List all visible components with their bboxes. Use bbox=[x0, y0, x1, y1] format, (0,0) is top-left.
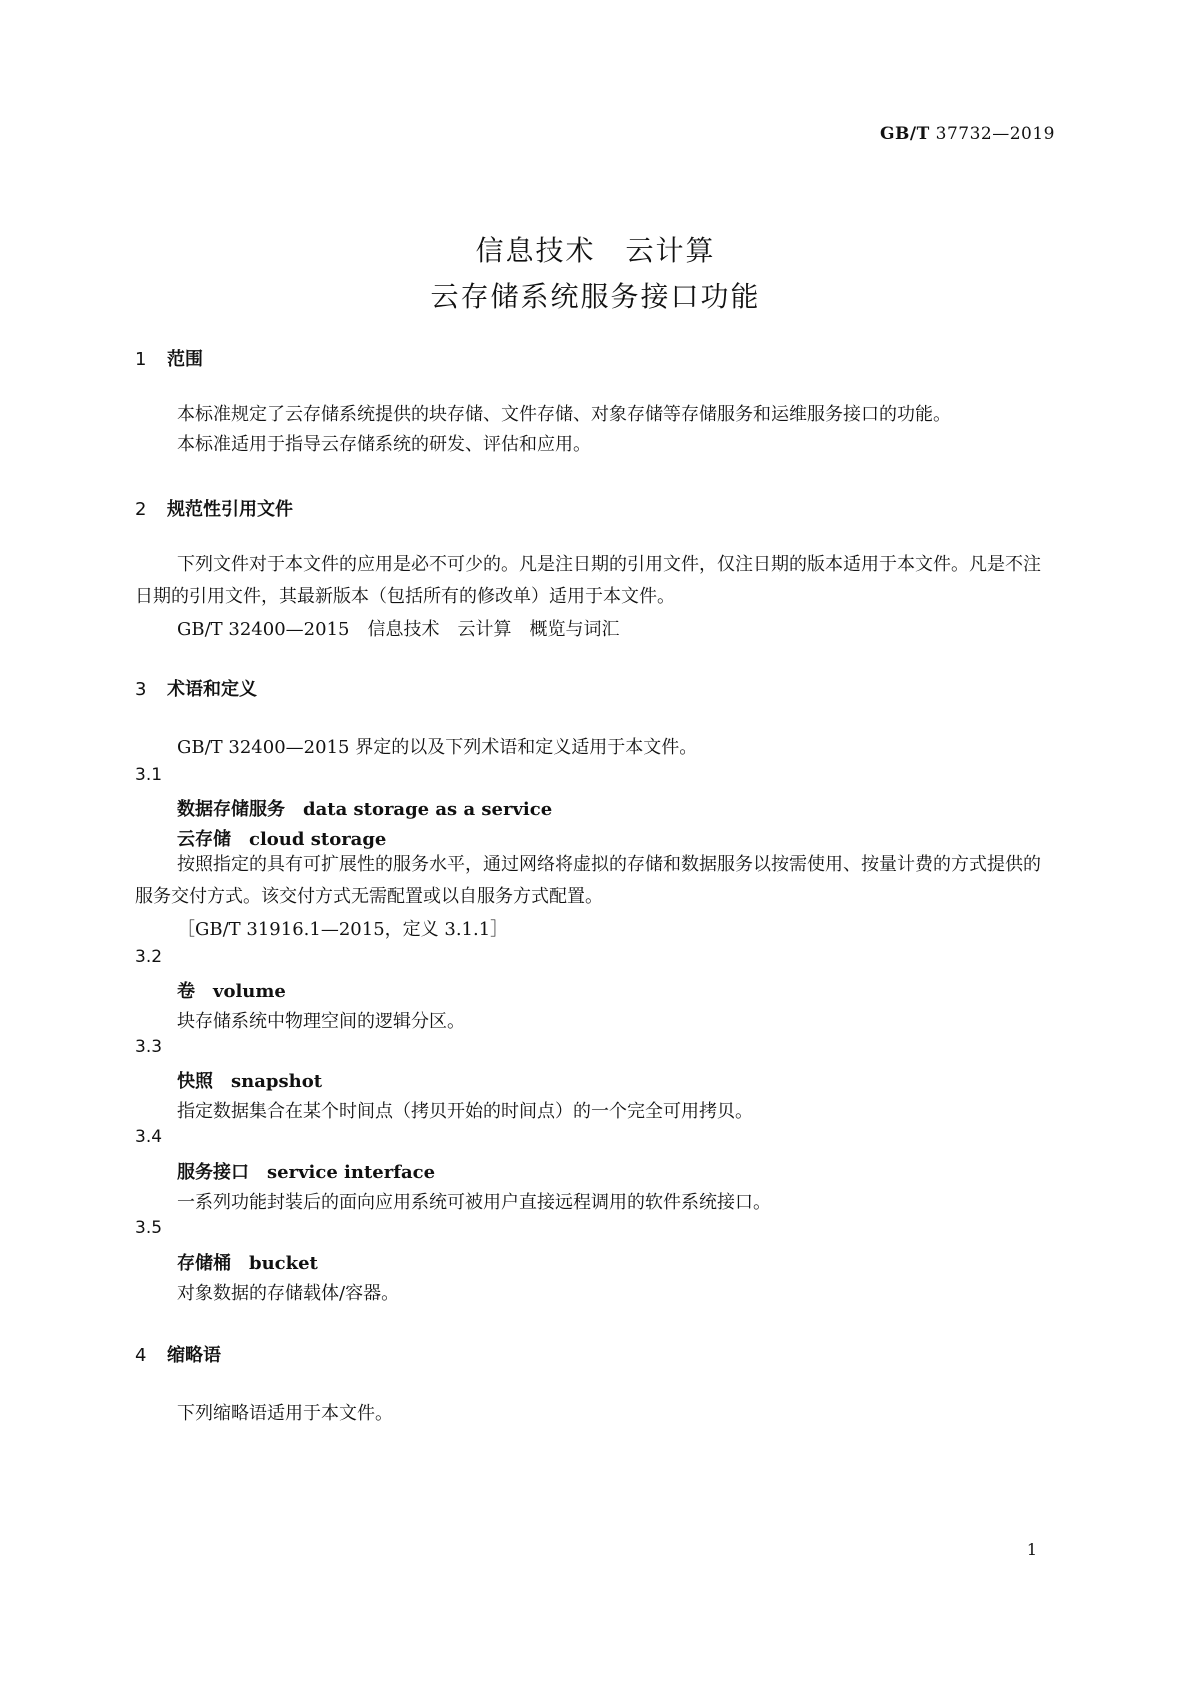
section-3-heading bbox=[135, 675, 257, 701]
section-4-para-1: 下列缩略语适用于本文件。 bbox=[177, 1403, 393, 1424]
term-zh: 数据存储服务 bbox=[177, 799, 285, 820]
section-title: 范围 bbox=[167, 349, 203, 370]
term-en: volume bbox=[213, 981, 286, 1002]
standard-code bbox=[880, 124, 1055, 144]
term-heading bbox=[177, 977, 286, 1003]
section-title: 术语和定义 bbox=[167, 679, 257, 700]
section-1-para-1: 本标准规定了云存储系统提供的块存储、文件存储、对象存储等存储服务和运维服务接口的功能。 bbox=[177, 404, 951, 425]
term-zh: 快照 bbox=[177, 1071, 213, 1092]
section-number: 3 bbox=[135, 679, 147, 700]
term-definition: 按照指定的具有可扩展性的服务水平，通过网络将虚拟的存储和数据服务以按需使用、按量计费的方式提供的服务交付方式。该交付方式无需配置或以自服务方式配置。 bbox=[135, 854, 1041, 907]
term-heading bbox=[177, 1067, 322, 1093]
term-definition: 块存储系统中物理空间的逻辑分区。 bbox=[177, 1011, 465, 1032]
section-title: 缩略语 bbox=[167, 1345, 221, 1366]
term-zh: 存储桶 bbox=[177, 1253, 231, 1274]
term-heading bbox=[177, 795, 552, 821]
section-2-heading bbox=[135, 495, 293, 521]
term-zh: 服务接口 bbox=[177, 1162, 249, 1183]
term-number: 3.1 bbox=[135, 765, 163, 785]
term-alt-heading bbox=[177, 825, 386, 851]
section-4-heading bbox=[135, 1341, 221, 1367]
term-alt-en: cloud storage bbox=[249, 829, 387, 850]
title-line-1: 信息技术 云计算 bbox=[475, 234, 716, 267]
term-number: 3.4 bbox=[135, 1127, 163, 1147]
term-number: 3.2 bbox=[135, 947, 163, 967]
standard-code-number: 37732—2019 bbox=[935, 124, 1055, 144]
section-title: 规范性引用文件 bbox=[167, 499, 293, 520]
term-zh: 卷 bbox=[177, 981, 195, 1002]
term-definition: 一系列功能封装后的面向应用系统可被用户直接远程调用的软件系统接口。 bbox=[177, 1192, 771, 1213]
term-source: ［GB/T 31916.1—2015，定义 3.1.1］ bbox=[177, 919, 509, 940]
section-1-heading bbox=[135, 345, 203, 371]
term-en: bucket bbox=[249, 1253, 318, 1274]
section-number: 1 bbox=[135, 349, 147, 370]
term-heading bbox=[177, 1158, 435, 1184]
term-definition: 指定数据集合在某个时间点（拷贝开始的时间点）的一个完全可用拷贝。 bbox=[177, 1101, 753, 1122]
page-number: 1 bbox=[1026, 1540, 1037, 1559]
term-heading bbox=[177, 1249, 318, 1275]
normative-reference: GB/T 32400—2015 信息技术 云计算 概览与词汇 bbox=[177, 619, 620, 640]
section-number: 2 bbox=[135, 499, 147, 520]
title-line-2: 云存储系统服务接口功能 bbox=[430, 280, 761, 313]
term-number: 3.5 bbox=[135, 1218, 163, 1238]
section-number: 4 bbox=[135, 1345, 147, 1366]
term-en: data storage as a service bbox=[303, 799, 553, 820]
term-number: 3.3 bbox=[135, 1037, 163, 1057]
term-en: snapshot bbox=[231, 1071, 323, 1092]
term-definition: 对象数据的存储载体/容器。 bbox=[177, 1283, 400, 1304]
section-2-para-1: 下列文件对于本文件的应用是必不可少的。凡是注日期的引用文件，仅注日期的版本适用于本文件。凡是不注日期的引用文件，其最新版本（包括所有的修改单）适用于本文件。 bbox=[135, 554, 1041, 607]
term-alt-zh: 云存储 bbox=[177, 829, 231, 850]
section-3-intro: GB/T 32400—2015 界定的以及下列术语和定义适用于本文件。 bbox=[177, 737, 698, 758]
section-1-para-2: 本标准适用于指导云存储系统的研发、评估和应用。 bbox=[177, 434, 591, 455]
document-title bbox=[0, 228, 1191, 320]
term-en: service interface bbox=[267, 1162, 436, 1183]
standard-code-prefix: GB/T bbox=[880, 124, 930, 144]
